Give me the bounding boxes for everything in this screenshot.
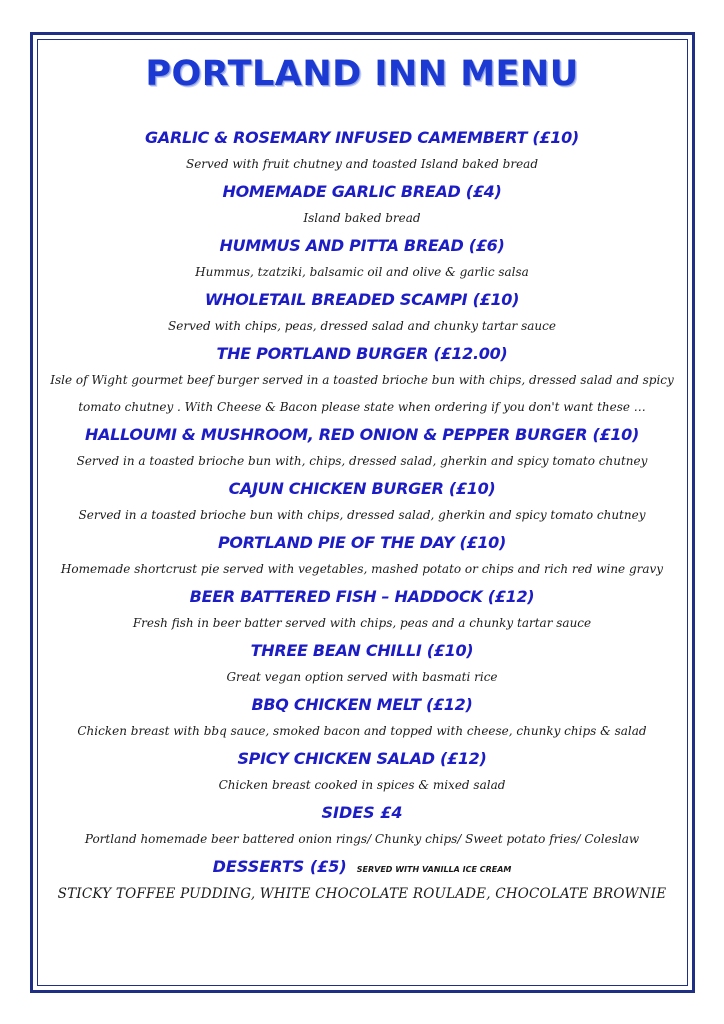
menu-item bbox=[40, 340, 684, 421]
menu-item-name: GARLIC & ROSEMARY INFUSED CAMEMBERT (£10) bbox=[145, 128, 579, 147]
desserts-note: SERVED WITH VANILLA ICE CREAM bbox=[356, 865, 512, 874]
menu-item-name: THREE BEAN CHILLI (£10) bbox=[250, 641, 474, 660]
sides-heading: SIDES £4 bbox=[321, 803, 403, 822]
desserts-heading-row bbox=[40, 853, 684, 880]
menu-item-description: Served with chips, peas, dressed salad and chunky tartar sauce bbox=[168, 319, 556, 333]
menu-item-name: HALLOUMI & MUSHROOM, RED ONION & PEPPER BURGER (£10) bbox=[84, 425, 640, 444]
menu-item-name: PORTLAND PIE OF THE DAY (£10) bbox=[217, 533, 507, 552]
menu-item bbox=[40, 286, 684, 340]
menu-item bbox=[40, 178, 684, 232]
menu-item bbox=[40, 583, 684, 637]
menu-item-name: HOMEMADE GARLIC BREAD (£4) bbox=[222, 182, 502, 201]
menu-item-description: Served in a toasted brioche bun with chips, dressed salad, gherkin and spicy tomato chutney bbox=[78, 508, 646, 522]
menu-item-description: Isle of Wight gourmet beef burger served in a toasted brioche bun with chips, dressed salad and spicy tomato chutney . With Cheese & Bacon please state when ordering if you don't want these … bbox=[50, 373, 674, 414]
menu-item bbox=[40, 475, 684, 529]
menu-item bbox=[40, 691, 684, 745]
menu-item bbox=[40, 124, 684, 178]
menu-item bbox=[40, 529, 684, 583]
menu-title: PORTLAND INN MENU bbox=[145, 54, 579, 94]
menu-item-name: SPICY CHICKEN SALAD (£12) bbox=[237, 749, 487, 768]
dessert-list: STICKY TOFFEE PUDDING, WHITE CHOCOLATE ROULADE, CHOCOLATE BROWNIE bbox=[57, 886, 667, 902]
menu-item-description: Chicken breast cooked in spices & mixed salad bbox=[218, 778, 506, 792]
menu-item bbox=[40, 421, 684, 475]
sides-description: Portland homemade beer battered onion rings/ Chunky chips/ Sweet potato fries/ Coleslaw bbox=[84, 832, 640, 846]
menu-item-description: Island baked bread bbox=[303, 211, 421, 225]
menu-item bbox=[40, 745, 684, 799]
menu-item-description: Chicken breast with bbq sauce, smoked bacon and topped with cheese, chunky chips & salad bbox=[77, 724, 647, 738]
menu-item-description: Hummus, tzatziki, balsamic oil and olive & garlic salsa bbox=[195, 265, 529, 279]
menu-item-name: BBQ CHICKEN MELT (£12) bbox=[251, 695, 473, 714]
menu-item-description: Great vegan option served with basmati rice bbox=[226, 670, 498, 684]
menu-item-description: Fresh fish in beer batter served with chips, peas and a chunky tartar sauce bbox=[132, 616, 592, 630]
menu-item-name: BEER BATTERED FISH – HADDOCK (£12) bbox=[189, 587, 535, 606]
sides-section bbox=[40, 799, 684, 853]
menu-item bbox=[40, 637, 684, 691]
menu bbox=[40, 52, 684, 908]
desserts-heading: DESSERTS (£5) bbox=[212, 857, 347, 876]
menu-item bbox=[40, 232, 684, 286]
menu-item-description: Served with fruit chutney and toasted Island baked bread bbox=[185, 157, 539, 171]
menu-item-name: CAJUN CHICKEN BURGER (£10) bbox=[228, 479, 496, 498]
menu-item-name: THE PORTLAND BURGER (£12.00) bbox=[216, 344, 508, 363]
menu-item-name: WHOLETAIL BREADED SCAMPI (£10) bbox=[204, 290, 520, 309]
menu-item-name: HUMMUS AND PITTA BREAD (£6) bbox=[219, 236, 505, 255]
menu-item-description: Served in a toasted brioche bun with, chips, dressed salad, gherkin and spicy tomato chutney bbox=[76, 454, 648, 468]
menu-items bbox=[40, 124, 684, 908]
menu-item-description: Homemade shortcrust pie served with vegetables, mashed potato or chips and rich red wine gravy bbox=[60, 562, 664, 576]
